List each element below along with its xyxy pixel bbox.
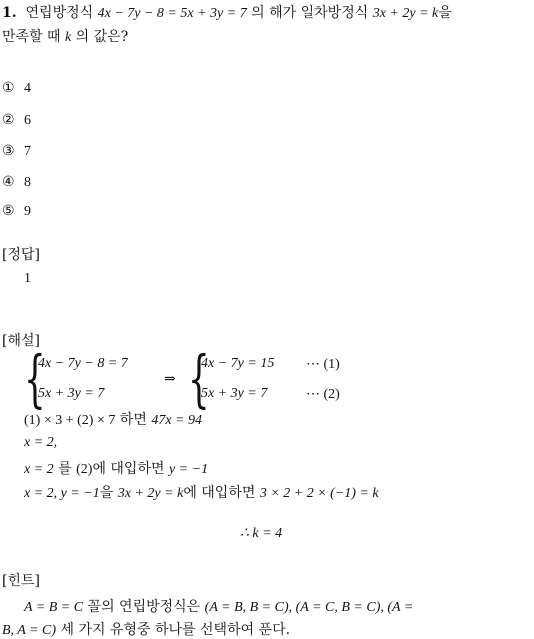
left-brace: { bbox=[188, 342, 210, 415]
hint-text: 꼴의 연립방정식은 bbox=[87, 599, 201, 615]
step-result: 3 × 2 + 2 × (−1) = k bbox=[259, 486, 379, 501]
question-line-1 bbox=[2, 2, 452, 22]
hint-label: [힌트] bbox=[2, 573, 40, 589]
solution-step-1 bbox=[24, 409, 202, 429]
solution-conclusion: ∴ k = 4 bbox=[240, 526, 283, 541]
hint-expr: A = B = C bbox=[24, 600, 84, 615]
option-item[interactable] bbox=[2, 174, 31, 191]
hint-forms: (A = B, B = C), (A = C, B = C), (A = bbox=[204, 600, 414, 615]
question-text: 의 값은? bbox=[75, 29, 129, 45]
question-system-expr: 4x − 7y − 8 = 5x + 3y = 7 bbox=[97, 6, 247, 21]
hint-text: 세 가지 유형중 하나를 선택하여 푼다. bbox=[60, 622, 291, 638]
question-target-expr: 3x + 2y = k bbox=[372, 6, 439, 21]
solution-step-3 bbox=[24, 458, 208, 478]
option-value: 6 bbox=[24, 113, 31, 128]
question-text: 연립방정식 bbox=[25, 5, 94, 21]
question-var: k bbox=[65, 30, 72, 45]
answer-label: [정답] bbox=[2, 247, 40, 263]
option-item[interactable] bbox=[2, 80, 31, 97]
option-value: 7 bbox=[24, 144, 31, 159]
hint-line-1 bbox=[24, 596, 413, 616]
option-marker: ① bbox=[2, 80, 15, 96]
option-value: 8 bbox=[24, 175, 31, 190]
step-text: 에 대입하면 bbox=[92, 461, 165, 477]
step-expr: x = 2 bbox=[24, 462, 54, 477]
step-ref: (2) bbox=[76, 462, 93, 477]
option-item[interactable] bbox=[2, 112, 31, 129]
step-text: 를 bbox=[58, 461, 72, 477]
system2-eq1: 4x − 7y = 15 bbox=[201, 356, 275, 371]
system2-tag2: ⋯ (2) bbox=[306, 387, 340, 402]
option-marker: ② bbox=[2, 112, 15, 128]
solution-step-2: x = 2, bbox=[24, 435, 58, 450]
step-text: 에 대입하면 bbox=[183, 485, 256, 501]
option-item[interactable] bbox=[2, 203, 31, 220]
system2-eq2: 5x + 3y = 7 bbox=[201, 386, 268, 401]
question-line-2 bbox=[2, 26, 128, 46]
option-value: 9 bbox=[24, 204, 31, 219]
system2-tag1: ⋯ (1) bbox=[306, 357, 340, 372]
system1-eq2: 5x + 3y = 7 bbox=[38, 386, 105, 401]
hint-forms: B, A = C) bbox=[2, 623, 57, 638]
option-item[interactable] bbox=[2, 143, 31, 160]
step-expr: x = 2, y = −1 bbox=[24, 486, 100, 501]
step-result: 47x = 94 bbox=[151, 413, 202, 428]
option-marker: ④ bbox=[2, 174, 15, 190]
solution-label: [해설] bbox=[2, 333, 40, 349]
system1-eq1: 4x − 7y − 8 = 7 bbox=[38, 356, 128, 371]
option-marker: ③ bbox=[2, 143, 15, 159]
question-number: 1. bbox=[2, 5, 17, 21]
step-text: 을 bbox=[99, 485, 114, 501]
option-marker: ⑤ bbox=[2, 203, 15, 219]
step-text: 하면 bbox=[119, 412, 147, 428]
question-text: 을 bbox=[438, 5, 452, 21]
implies-arrow: ⇒ bbox=[164, 372, 176, 387]
step-expr: (1) × 3 + (2) × 7 bbox=[24, 413, 116, 428]
left-brace: { bbox=[24, 342, 46, 415]
step-expr: 3x + 2y = k bbox=[117, 486, 184, 501]
step-result: y = −1 bbox=[168, 462, 209, 477]
question-text: 만족할 때 bbox=[2, 29, 61, 45]
solution-step-4 bbox=[24, 482, 379, 502]
hint-line-2 bbox=[2, 619, 290, 639]
option-value: 4 bbox=[24, 81, 31, 96]
question-text: 의 해가 일차방정식 bbox=[251, 5, 369, 21]
answer-value: 1 bbox=[24, 271, 31, 286]
